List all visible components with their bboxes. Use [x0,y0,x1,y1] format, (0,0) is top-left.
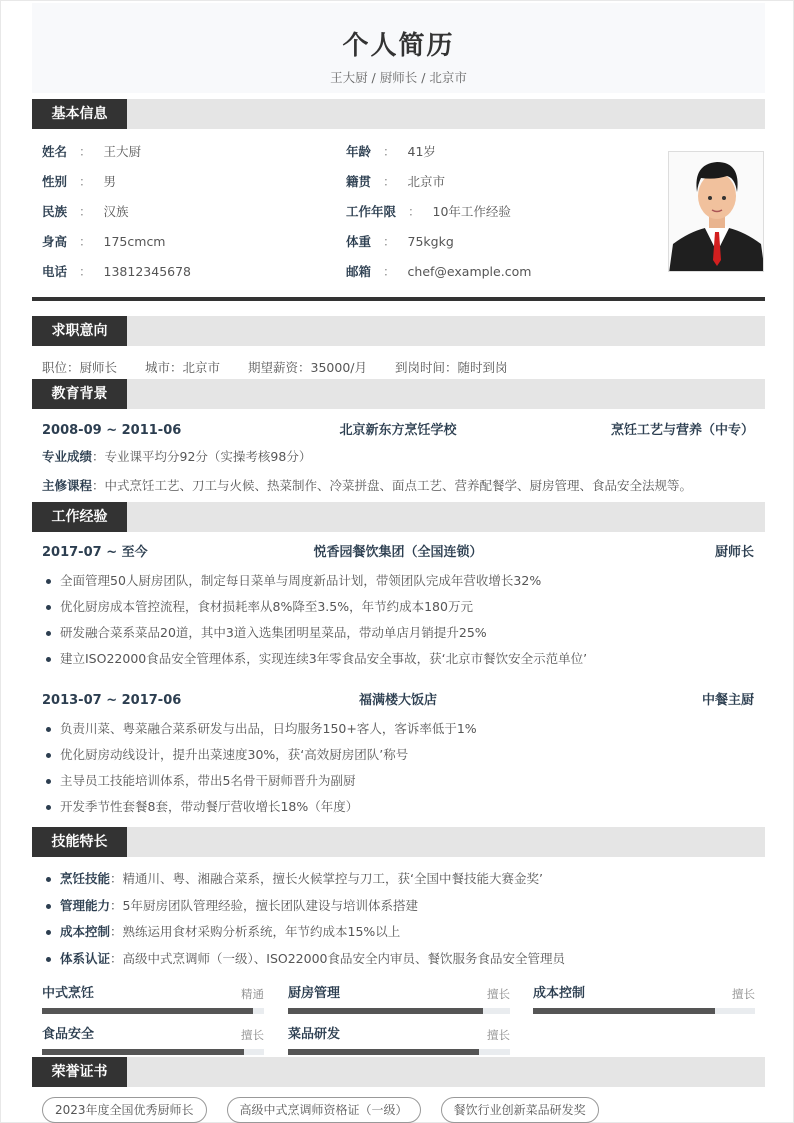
info-row [346,142,531,172]
skill-progress-fill [288,1008,483,1014]
courses-text: ：中式烹饪工艺、刀工与火候、热菜制作、冷菜拼盘、面点工艺、营养配餐学、厨房管理、食品安全法规等。 [92,478,693,493]
info-colon: ： [383,144,396,159]
page-title: 个人简历 [342,31,455,61]
skill-progress-fill [42,1049,244,1055]
skill-point [42,922,565,949]
job-company: 悦香园餐饮集团（全国连锁） [313,545,483,560]
info-label: 邮箱 [346,264,372,279]
section-title: 基本信息 [32,99,127,129]
info-row [42,172,191,202]
skill-point-label: 体系认证 [60,950,111,966]
skill-name: 食品安全 [42,1027,95,1042]
info-label: 体重 [346,234,372,249]
skill-progress-track [288,1049,510,1055]
grades-label: 专业成绩 [42,449,93,464]
info-row [346,202,531,232]
info-value: 41岁 [407,144,436,159]
job-entry [42,543,754,675]
skill-points [42,869,565,975]
skill-point-label: 成本控制 [60,924,111,939]
info-value: 男 [103,174,117,189]
section-title: 教育背景 [32,379,127,409]
job-bullet: 建立ISO22000食品安全管理体系，实现连续3年零食品安全事故，获‘北京市餐饮安全示范单位’ [42,649,754,675]
divider [32,297,765,301]
info-colon: ： [383,174,396,189]
skill-level: 精通 [241,987,264,1001]
skill-bar-header [288,1025,510,1045]
skill-bar-item [288,1025,510,1055]
info-row [42,262,191,292]
intent-position: 职位：厨师长 [42,360,118,375]
skill-point-text: ：熟练运用食材采购分析系统，年节约成本15%以上 [110,924,401,939]
section-job-intent [32,316,765,346]
info-colon: ： [408,204,421,219]
job-role: 中餐主厨 [701,693,754,708]
skill-progress-fill [42,1008,253,1014]
honor-tag: 餐饮行业创新菜品研发奖 [441,1097,599,1123]
subtitle: 王大厨 / 厨师长 / 北京市 [330,70,467,85]
section-basic-info [32,99,765,129]
info-value: 王大厨 [103,144,142,159]
info-colon: ： [79,144,92,159]
edu-grades [42,447,311,467]
skill-name: 成本控制 [533,986,586,1001]
skill-progress-fill [533,1008,715,1014]
section-title: 求职意向 [32,316,127,346]
info-label: 年龄 [346,144,372,159]
avatar-illustration [669,152,764,272]
skill-progress-track [42,1008,264,1014]
skill-bar-item [288,984,510,1014]
job-bullet: 负责川菜、粤菜融合菜系研发与出品，日均服务150+客人，客诉率低于1% [42,719,754,745]
resume-header [32,3,765,93]
skill-progress-track [288,1008,510,1014]
job-bullet: 主导员工技能培训体系，带出5名骨干厨师晋升为副厨 [42,771,754,797]
info-value: 13812345678 [103,264,192,279]
courses-label: 主修课程 [42,478,93,493]
honors-list [42,1097,619,1123]
info-row [346,232,531,262]
skill-point-text: ：精通川、粤、湘融合菜系，擅长火候掌控与刀工，获‘全国中餐技能大赛金奖’ [110,871,543,886]
skill-bar-item [533,984,755,1014]
section-title: 荣誉证书 [32,1057,127,1087]
skill-bar-header [42,1025,264,1045]
job-period: 2017-07 ~ 至今 [42,545,148,560]
info-value: 北京市 [407,174,446,189]
info-row [42,232,191,262]
info-value: chef@example.com [407,264,532,279]
skill-progress-fill [288,1049,479,1055]
section-education [32,379,765,409]
skill-name: 中式烹饪 [42,986,95,1001]
job-header [42,543,754,563]
edu-major: 烹饪工艺与营养（中专） [610,423,754,438]
skill-level: 擅长 [732,987,755,1001]
info-label: 籍贯 [346,174,372,189]
info-colon: ： [79,174,92,189]
info-label: 民族 [42,204,68,219]
intent-start: 到岗时间：随时到岗 [395,360,508,375]
work-list [42,543,754,839]
info-value: 75kgkg [407,234,454,249]
info-colon: ： [79,204,92,219]
edu-courses [42,476,692,496]
skill-level: 擅长 [241,1028,264,1042]
info-value: 175cmcm [103,234,166,249]
info-colon: ： [79,264,92,279]
job-period: 2013-07 ~ 2017-06 [42,693,182,708]
skill-point [42,869,565,896]
basic-info-right [346,142,531,292]
info-label: 性别 [42,174,68,189]
intent-salary: 期望薪资：35000/月 [248,360,368,375]
section-title: 工作经验 [32,502,127,532]
skill-point-text: ：高级中式烹调师（一级）、ISO22000食品安全内审员、餐饮服务食品安全管理员 [110,950,565,966]
job-entry [42,691,754,823]
intent-city: 城市：北京市 [145,360,221,375]
info-label: 工作年限 [346,204,397,219]
info-row [346,172,531,202]
info-row [42,202,191,232]
info-row [346,262,531,292]
skill-bar-header [42,984,264,1004]
section-honors [32,1057,765,1087]
job-header [42,691,754,711]
section-work [32,502,765,532]
info-colon: ： [383,264,396,279]
edu-school: 北京新东方烹饪学校 [339,423,457,438]
skill-level: 擅长 [487,987,510,1001]
skill-point-text: ：5年厨房团队管理经验，擅长团队建设与培训体系搭建 [110,897,418,913]
skill-point-label: 管理能力 [60,897,111,913]
job-role: 厨师长 [714,545,754,560]
info-label: 身高 [42,234,68,249]
profile-photo [668,151,764,272]
job-bullet: 研发融合菜系菜品20道，其中3道入选集团明星菜品，带动单店月销提升25% [42,623,754,649]
info-label: 姓名 [42,144,68,159]
skill-level: 擅长 [487,1028,510,1042]
skill-point [42,949,565,976]
info-label: 电话 [42,264,68,279]
edu-period: 2008-09 ~ 2011-06 [42,423,182,438]
honor-tag: 高级中式烹调师资格证（一级） [227,1097,421,1123]
skill-bar-header [533,984,755,1004]
info-value: 汉族 [103,204,129,219]
skill-progress-track [42,1049,264,1055]
skill-bar-item [42,984,264,1014]
job-bullet: 全面管理50人厨房团队，制定每日菜单与周度新品计划，带领团队完成年营收增长32% [42,571,754,597]
section-skills [32,827,765,857]
skill-name: 菜品研发 [288,1027,341,1042]
section-title: 技能特长 [32,827,127,857]
skill-point [42,896,565,923]
job-bullet: 开发季节性套餐8套，带动餐厅营收增长18%（年度） [42,797,754,823]
info-colon: ： [383,234,396,249]
info-value: 10年工作经验 [432,204,511,219]
job-bullet: 优化厨房成本管控流程，食材损耗率从8%降至3.5%，年节约成本180万元 [42,597,754,623]
skill-bar-item [42,1025,264,1055]
grades-text: ：专业课平均分92分（实操考核98分） [92,449,312,464]
skill-progress-track [533,1008,755,1014]
education-header [42,421,754,441]
basic-info-left [42,142,191,292]
job-bullet: 优化厨房动线设计，提升出菜速度30%，获‘高效厨房团队’称号 [42,745,754,771]
info-row [42,142,191,172]
honor-tag: 2023年度全国优秀厨师长 [42,1097,207,1123]
skill-name: 厨房管理 [288,986,341,1001]
job-company: 福满楼大饭店 [358,693,437,708]
skill-point-label: 烹饪技能 [60,871,111,886]
skill-bar-header [288,984,510,1004]
job-intent-line [42,358,508,378]
info-colon: ： [79,234,92,249]
